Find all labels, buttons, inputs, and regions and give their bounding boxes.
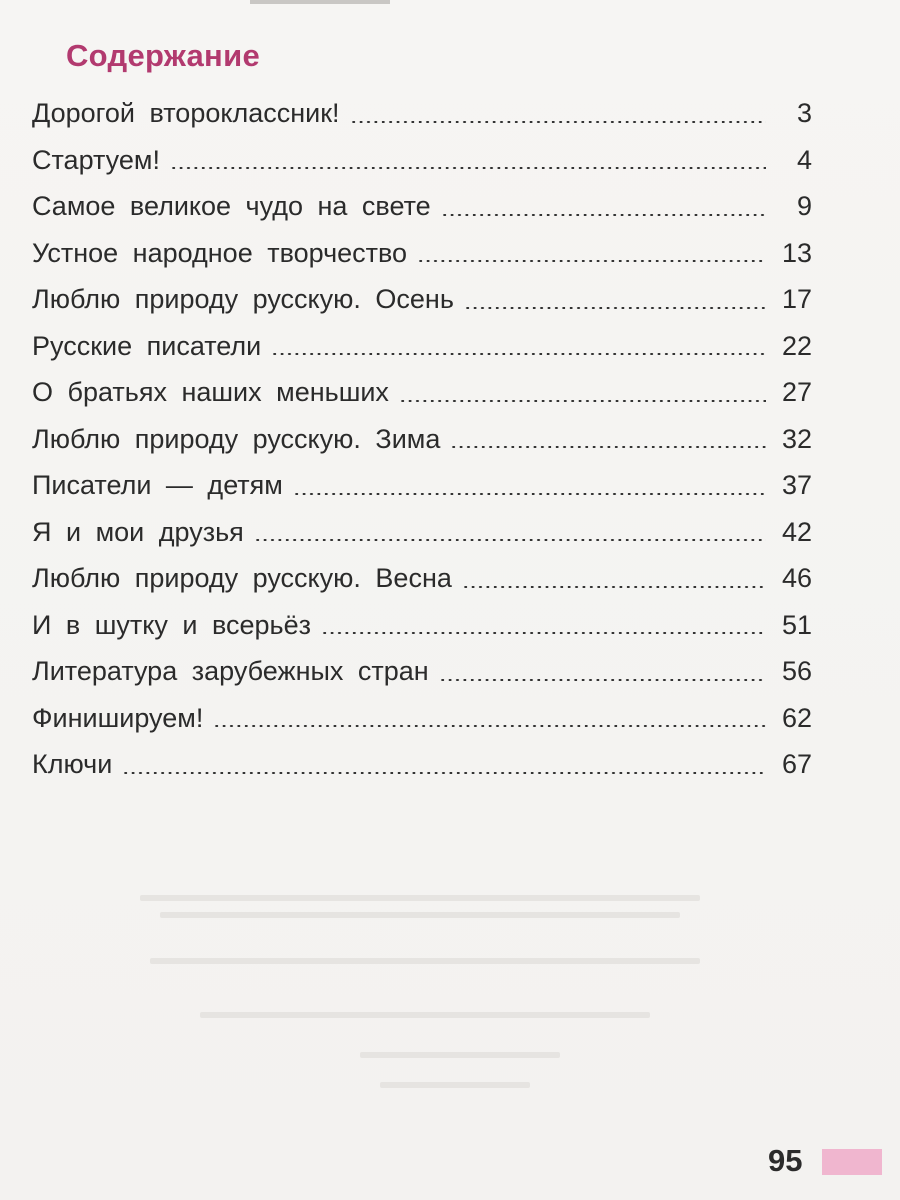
show-through-line (140, 895, 700, 901)
toc-entry[interactable] (32, 323, 812, 370)
dot-leader (439, 679, 766, 681)
toc-entry[interactable] (32, 695, 812, 742)
toc-entry-title: Литература зарубежных стран (32, 656, 429, 686)
toc-entry[interactable] (32, 90, 812, 137)
toc-entry-page: 27 (781, 377, 812, 407)
show-through-line (200, 1012, 650, 1018)
toc-entry-page: 17 (781, 284, 812, 314)
toc-entry[interactable] (32, 555, 812, 602)
toc-entry-page: 4 (796, 144, 812, 175)
toc-entry-page: 9 (796, 191, 812, 221)
toc-entry-title: О братьях наших меньших (32, 377, 389, 407)
show-through-line (380, 1082, 530, 1088)
toc-entry[interactable] (32, 602, 812, 649)
toc-entry[interactable] (32, 416, 812, 463)
dot-leader (450, 446, 766, 448)
dot-leader (350, 121, 766, 123)
dot-leader (293, 493, 766, 495)
show-through-line (150, 958, 700, 964)
toc-entry-title: И в шутку и всерьёз (32, 609, 312, 640)
dot-leader (271, 353, 766, 355)
toc-entry[interactable] (32, 183, 812, 230)
page-number: 95 (768, 1143, 803, 1178)
page-tab-bar (822, 1149, 882, 1175)
dot-leader (441, 214, 766, 216)
toc-entry-page: 67 (781, 749, 812, 779)
top-edge-mark (250, 0, 390, 4)
toc-entry-title: Люблю природу русскую. Весна (32, 563, 452, 593)
dot-leader (462, 586, 766, 588)
dot-leader (399, 400, 766, 402)
dot-leader (321, 632, 766, 634)
toc-entry-title: Русские писатели (32, 330, 262, 361)
table-of-contents (32, 90, 812, 788)
dot-leader (122, 772, 766, 774)
toc-entry-title: Самое великое чудо на свете (32, 191, 431, 221)
toc-entry[interactable] (32, 137, 812, 184)
toc-entry-page: 13 (781, 237, 812, 268)
toc-entry-title: Дорогой второклассник! (32, 98, 340, 128)
toc-entry-title: Стартуем! (32, 144, 160, 175)
toc-entry[interactable] (32, 369, 812, 416)
toc-entry-page: 62 (781, 702, 812, 733)
toc-entry-title: Устное народное творчество (32, 237, 408, 268)
dot-leader (417, 260, 766, 262)
toc-entry-title: Ключи (32, 749, 113, 779)
toc-entry[interactable] (32, 741, 812, 788)
toc-entry[interactable] (32, 230, 812, 277)
toc-entry-page: 42 (781, 516, 812, 547)
toc-entry-page: 56 (781, 656, 812, 686)
toc-entry-page: 37 (781, 470, 812, 500)
toc-entry[interactable] (32, 276, 812, 323)
toc-entry[interactable] (32, 648, 812, 695)
toc-entry-page: 46 (781, 563, 812, 593)
show-through-line (360, 1052, 560, 1058)
toc-entry[interactable] (32, 509, 812, 556)
toc-entry-title: Писатели — детям (32, 470, 283, 500)
toc-entry-page: 22 (781, 330, 812, 361)
dot-leader (464, 307, 766, 309)
dot-leader (170, 167, 766, 169)
toc-entry-title: Я и мои друзья (32, 516, 244, 547)
page-title: Содержание (66, 38, 260, 73)
toc-entry[interactable] (32, 462, 812, 509)
dot-leader (254, 539, 766, 541)
toc-entry-page: 3 (796, 98, 812, 128)
toc-entry-page: 32 (781, 423, 812, 454)
show-through-line (160, 912, 680, 918)
toc-entry-page: 51 (781, 609, 812, 640)
dot-leader (213, 725, 766, 727)
toc-entry-title: Финишируем! (32, 702, 204, 733)
toc-entry-title: Люблю природу русскую. Осень (32, 284, 454, 314)
toc-entry-title: Люблю природу русскую. Зима (32, 423, 441, 454)
